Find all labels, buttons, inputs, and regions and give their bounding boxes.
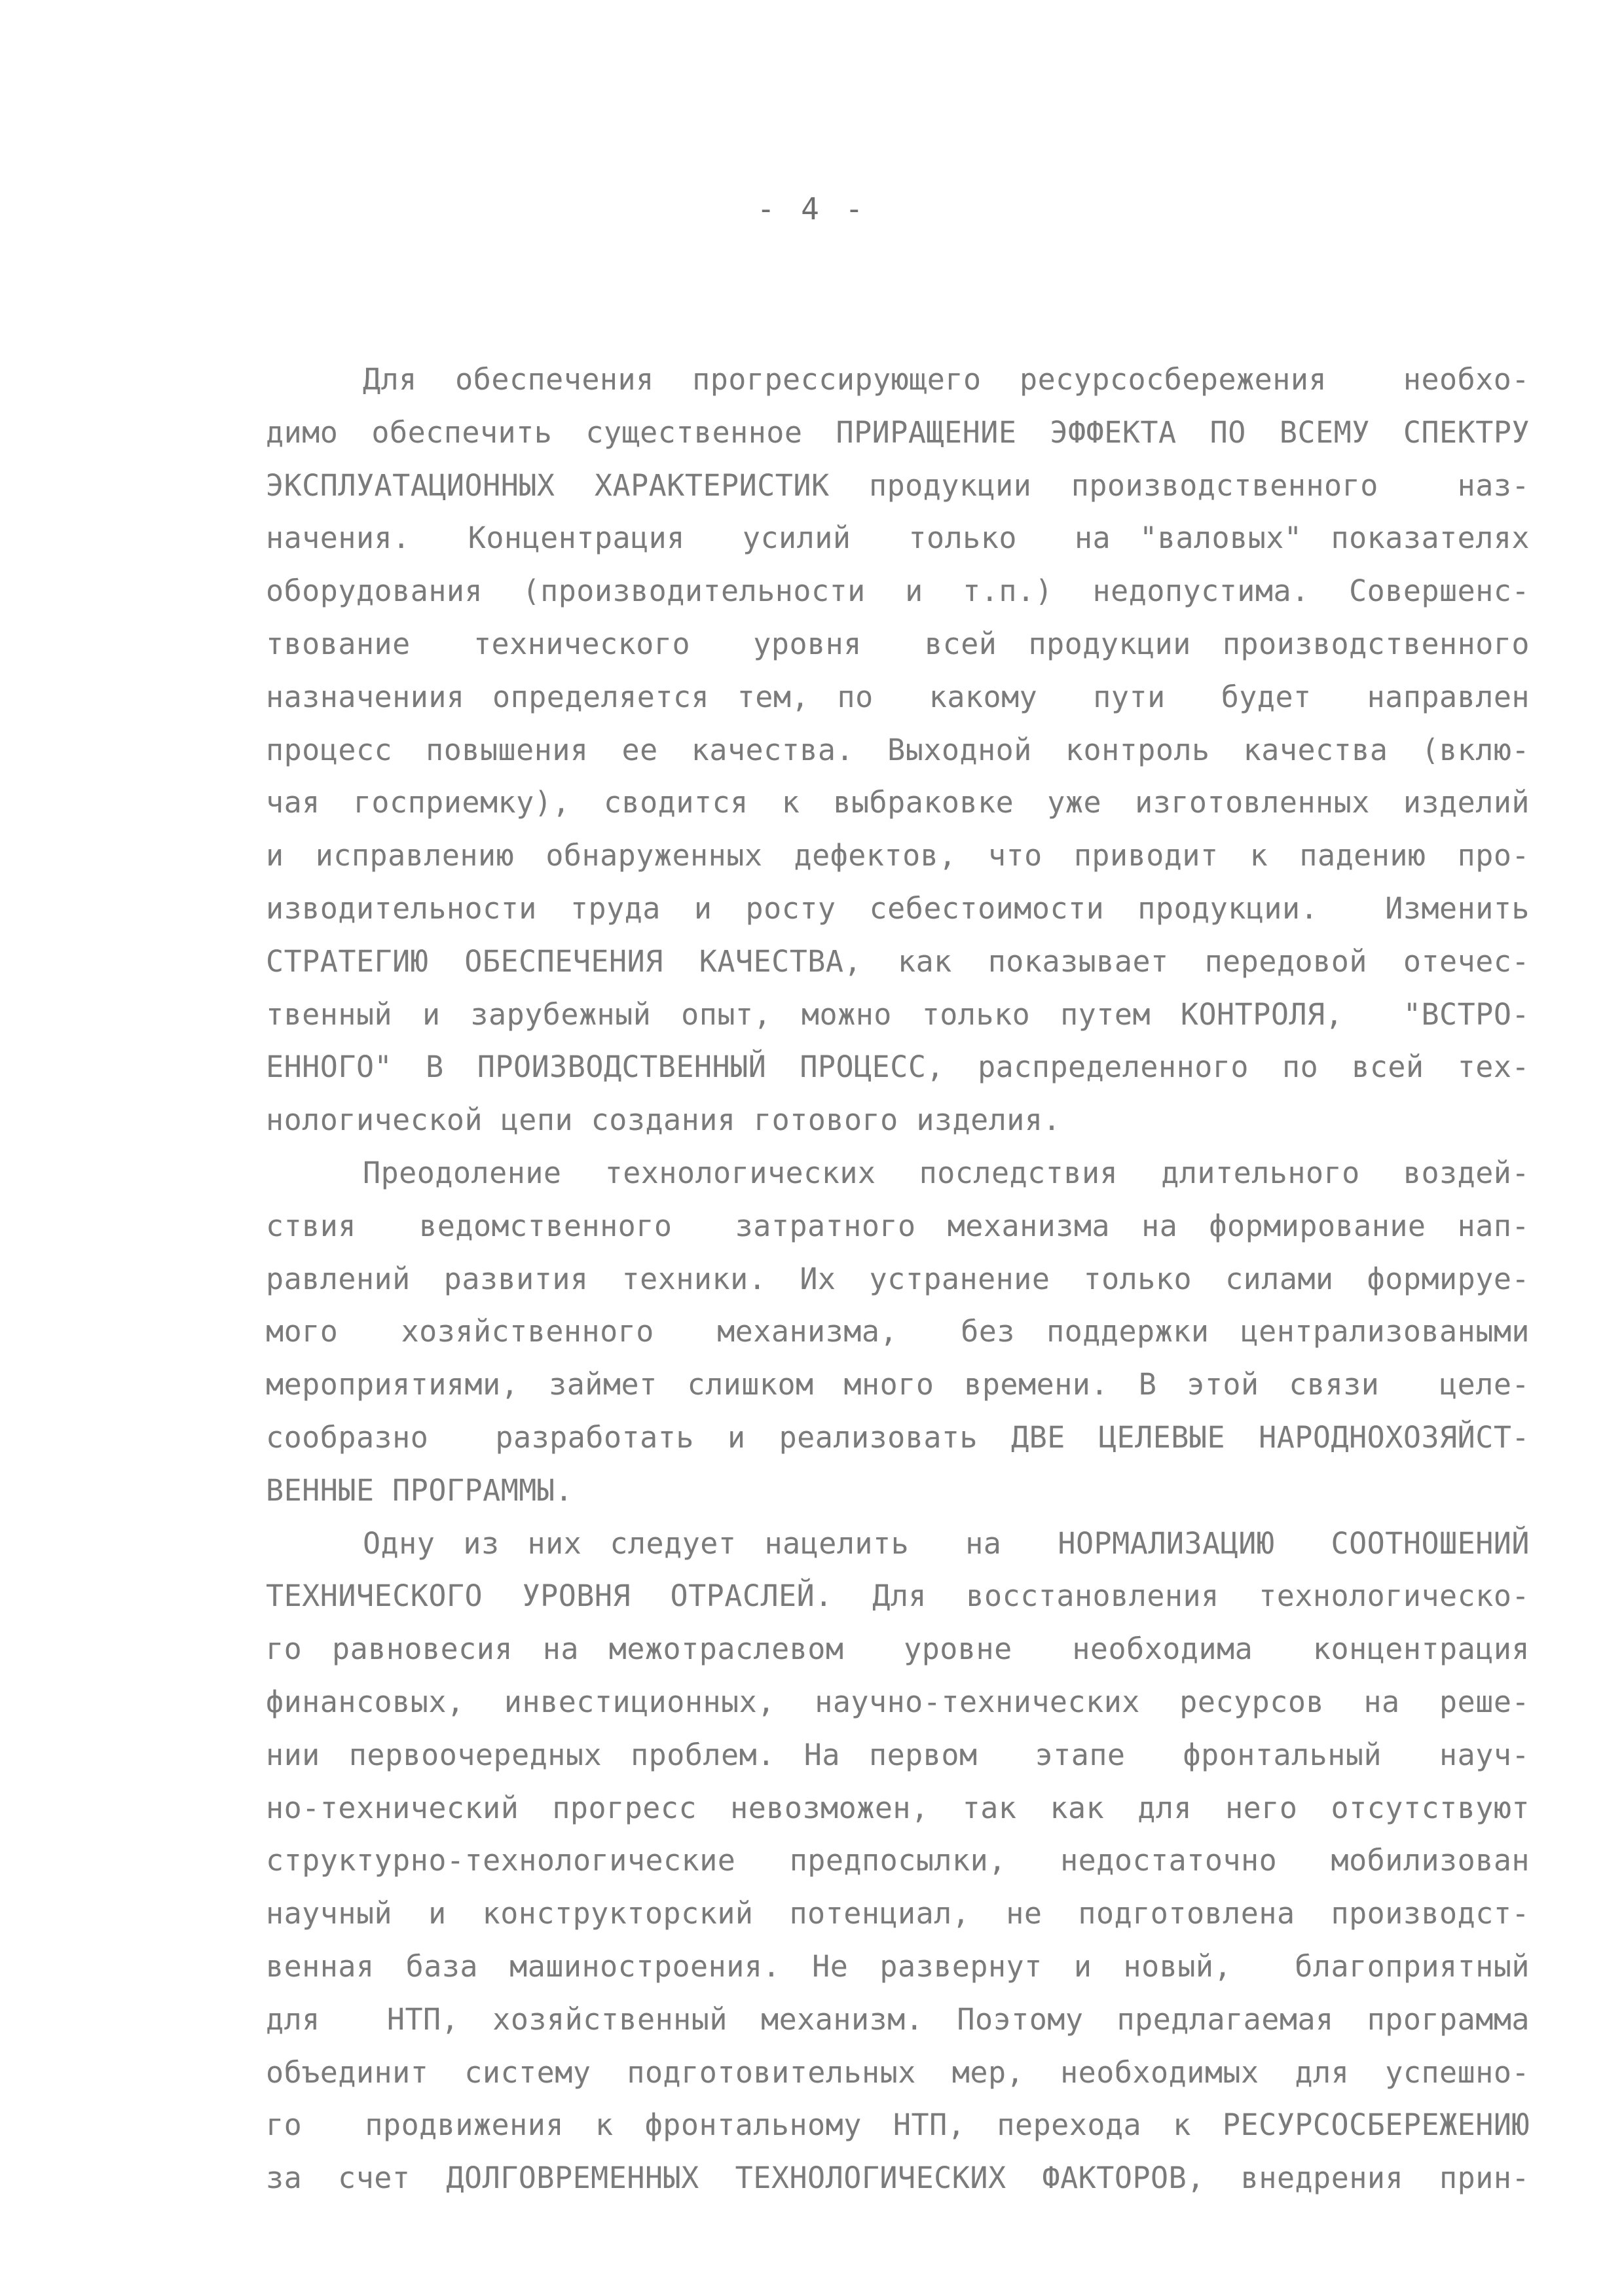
text-line: твенный и зарубежный опыт, можно только путем КОНТРОЛЯ, "ВСТРО- [266,996,1530,1032]
text-line: финансовых, инвестиционных, научно-технических ресурсов на реше- [266,1684,1530,1719]
text-line: объединит систему подготовительных мер, необходимых для успешно- [266,2054,1530,2090]
text-line: нии первоочередных проблем. На первом этапе фронтальный науч- [266,1737,1530,1772]
text-line: оборудования (производительности и т.п.) недопустима. Совершенс- [266,574,1530,609]
text-line: для НТП, хозяйственный механизм. Поэтому предлагаемая программа [266,2001,1530,2037]
text-line: начения. Концентрация усилий только на "валовых" показателях [266,520,1530,556]
text-line: ЕННОГО" В ПРОИЗВОДСТВЕННЫЙ ПРОЦЕСС, распределенного по всей тех- [266,1049,1530,1085]
text-line: но-технический прогресс невозможен, так как для него отсутствуют [266,1790,1530,1825]
text-line: твование технического уровня всей продукции производственного [266,626,1530,661]
text-line: чая госприемку), сводится к выбраковке уже изготовленных изделий [266,785,1530,820]
text-line: равлений развития техники. Их устранение только силами формируе- [266,1261,1530,1296]
text-line: сообразно разработать и реализовать ДВЕ ЦЕЛЕВЫЕ НАРОДНОХОЗЯЙСТ- [266,1419,1530,1455]
text-line: научный и конструкторский потенциал, не подготовлена производст- [266,1896,1530,1931]
text-line: венная база машиностроения. Не развернут и новый, благоприятный [266,1948,1530,1984]
text-line: процесс повышения ее качества. Выходной контроль качества (вклю- [266,732,1530,767]
text-line: Преодоление технологических последствия длительного воздей- [363,1155,1530,1190]
text-line: мого хозяйственного механизма, без поддержки централизоваными [266,1314,1530,1349]
text-line: димо обеспечить существенное ПРИРАЩЕНИЕ ЭФФЕКТА ПО ВСЕМУ СПЕКТРУ [266,414,1530,450]
text-line: изводительности труда и росту себестоимости продукции. Изменить [266,890,1530,926]
text-line: ЭКСПЛУАТАЦИОННЫХ ХАРАКТЕРИСТИК продукции производственного наз- [266,467,1530,503]
text-line: го равновесия на межотраслевом уровне необходима концентрация [266,1631,1530,1667]
text-line: СТРАТЕГИЮ ОБЕСПЕЧЕНИЯ КАЧЕСТВА, как показывает передовой отечес- [266,943,1530,979]
text-line: Для обеспечения прогрессирующего ресурсосбережения необхо- [363,362,1530,397]
text-line: го продвижения к фронтальному НТП, перехода к РЕСУРСОСБЕРЕЖЕНИЮ [266,2107,1530,2143]
body-text [266,354,1530,2205]
text-line: Одну из них следует нацелить на НОРМАЛИЗАЦИЮ СООТНОШЕНИЙ [363,1525,1530,1561]
text-line: мероприятиями, займет слишком много времени. В этой связи целе- [266,1367,1530,1402]
text-line: ВЕННЫЕ ПРОГРАММЫ. [266,1472,574,1508]
text-line: структурно-технологические предпосылки, недостаточно мобилизован [266,1843,1530,1878]
page-number: - 4 - [756,191,868,227]
text-line: за счет ДОЛГОВРЕМЕННЫХ ТЕХНОЛОГИЧЕСКИХ ФАКТОРОВ, внедрения прин- [266,2160,1530,2196]
text-line: и исправлению обнаруженных дефектов, что приводит к падению про- [266,838,1530,873]
text-line: назначениия определяется тем, по какому пути будет направлен [266,679,1530,714]
text-line: нологической цепи создания готового изделия. [266,1102,1061,1138]
text-line: ТЕХНИЧЕСКОГО УРОВНЯ ОТРАСЛЕЙ. Для восстановления технологическо- [266,1578,1530,1614]
text-line: ствия ведомственного затратного механизма на формирование нап- [266,1208,1530,1243]
